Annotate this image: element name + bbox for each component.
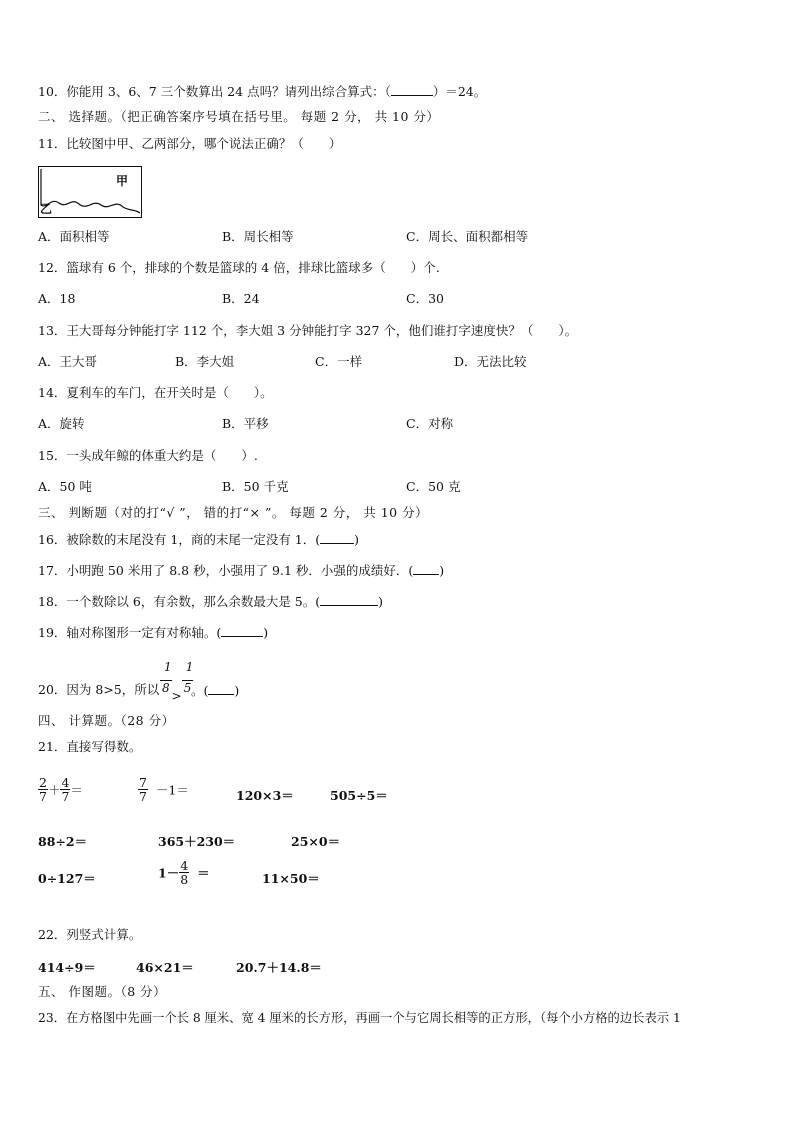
- calc-0div127: 0÷127＝: [38, 871, 96, 886]
- calc-2-7-plus-4-7: $\frac{2}{7}$ ＋ $\frac{4}{7}$ ＝: [39, 775, 83, 804]
- question-16: 16．被除数的末尾没有 1，商的末尾一定没有 1．( ): [38, 532, 360, 547]
- answer-blank[interactable]: [391, 83, 433, 96]
- q20-answer: 。( ): [191, 683, 240, 698]
- answer-blank[interactable]: [320, 593, 378, 606]
- answer-blank[interactable]: [208, 682, 234, 695]
- q13-option-d[interactable]: D．无法比较: [454, 354, 527, 369]
- q15-option-a[interactable]: A．50 吨: [38, 479, 92, 494]
- question-11: 11．比较图中甲、乙两部分，哪个说法正确？（ ）: [38, 136, 342, 151]
- answer-blank[interactable]: [413, 562, 439, 575]
- question-20: 20．因为 8>5，所以: [38, 682, 160, 697]
- fraction: $\frac{7}{7}$: [139, 775, 147, 804]
- question-12: 12．篮球有 6 个，排球的个数是篮球的 4 倍，排球比篮球多（ ）个.: [38, 260, 440, 275]
- section-2-heading: 二、 选择题。（把正确答案序号填在括号里。 每题 2 分， 共 10 分）: [38, 109, 440, 124]
- question-22: 22．列竖式计算。: [38, 927, 142, 942]
- calc-1-minus-4-8: 1－ $\frac{4}{8}$ ＝: [158, 858, 210, 887]
- question-13: 13．王大哥每分钟能打字 112 个，李大姐 3 分钟能打字 327 个，他们谁打字速度快？（ ）。: [38, 323, 578, 338]
- question-15: 15．一头成年鲸的体重大约是（ ）.: [38, 448, 258, 463]
- answer-blank[interactable]: [320, 531, 354, 544]
- question-23: 23．在方格图中先画一个长 8 厘米、宽 4 厘米的长方形，再画一个与它周长相等的正方形，（每个小方格的边长表示 1: [38, 1011, 681, 1025]
- calc-46x21: 46×21＝: [136, 960, 194, 975]
- question-10: 10．你能用 3、6、7 三个数算出 24 点吗？请列出综合算式：（ ）＝24。: [38, 84, 487, 99]
- q14-option-c[interactable]: C．对称: [406, 416, 454, 431]
- section-3-heading: 三、 判断题（对的打“√ ”， 错的打“× ”。 每题 2 分， 共 10 分）: [38, 505, 429, 520]
- q20-fractions: $\frac{1}{8}$ > $\frac{1}{5}$: [162, 660, 194, 703]
- fraction: $\frac{4}{8}$: [180, 858, 189, 887]
- q13-option-a[interactable]: A．王大哥: [38, 354, 98, 369]
- calc-11x50: 11×50＝: [262, 871, 320, 886]
- fraction: $\frac{1}{5}$: [183, 660, 194, 695]
- q15-option-c[interactable]: C．50 克: [406, 479, 461, 494]
- calc-505div5: 505÷5＝: [330, 788, 388, 803]
- calc-120x3: 120×3＝: [236, 788, 294, 803]
- fraction: $\frac{2}{7}$: [39, 775, 47, 804]
- section-5-heading: 五、 作图题。（8 分）: [38, 984, 167, 999]
- q12-option-b[interactable]: B．24: [222, 291, 260, 306]
- q13-option-b[interactable]: B．李大姐: [175, 354, 235, 369]
- q14-option-b[interactable]: B．平移: [222, 416, 269, 431]
- q12-option-c[interactable]: C．30: [406, 291, 444, 306]
- q12-option-a[interactable]: A．18: [38, 291, 76, 306]
- q11-option-c[interactable]: C．周长、面积都相等: [406, 229, 529, 244]
- question-19: 19．轴对称图形一定有对称轴。( ): [38, 625, 269, 640]
- fraction: $\frac{4}{7}$: [61, 775, 70, 804]
- q11-option-a[interactable]: A．面积相等: [38, 229, 110, 244]
- calc-20.7plus14.8: 20.7＋14.8＝: [236, 960, 322, 975]
- answer-blank[interactable]: [221, 624, 263, 637]
- calc-365plus230: 365＋230＝: [158, 834, 236, 849]
- label-yi: 乙: [40, 202, 53, 216]
- question-18: 18．一个数除以 6，有余数，那么余数最大是 5。( ): [38, 594, 384, 609]
- q13-option-c[interactable]: C．一样: [315, 354, 363, 369]
- question-17: 17．小明跑 50 米用了 8.8 秒，小强用了 9.1 秒．小强的成绩好．( ): [38, 563, 445, 578]
- q15-option-b[interactable]: B．50 千克: [222, 479, 289, 494]
- section-4-heading: 四、 计算题。（28 分）: [38, 713, 175, 728]
- calc-88div2: 88÷2＝: [38, 834, 88, 849]
- calc-7-7-minus-1: $\frac{7}{7}$ －1＝: [139, 775, 189, 804]
- calc-25x0: 25×0＝: [291, 834, 341, 849]
- fraction: $\frac{1}{8}$: [162, 660, 172, 695]
- q11-figure: [38, 166, 142, 218]
- q11-option-b[interactable]: B．周长相等: [222, 229, 294, 244]
- question-14: 14．夏利车的车门，在开关时是（ ）。: [38, 385, 273, 400]
- label-jia: 甲: [116, 174, 129, 188]
- question-21: 21．直接写得数。: [38, 739, 142, 754]
- calc-414div9: 414÷9＝: [38, 960, 96, 975]
- q14-option-a[interactable]: A．旋转: [38, 416, 85, 431]
